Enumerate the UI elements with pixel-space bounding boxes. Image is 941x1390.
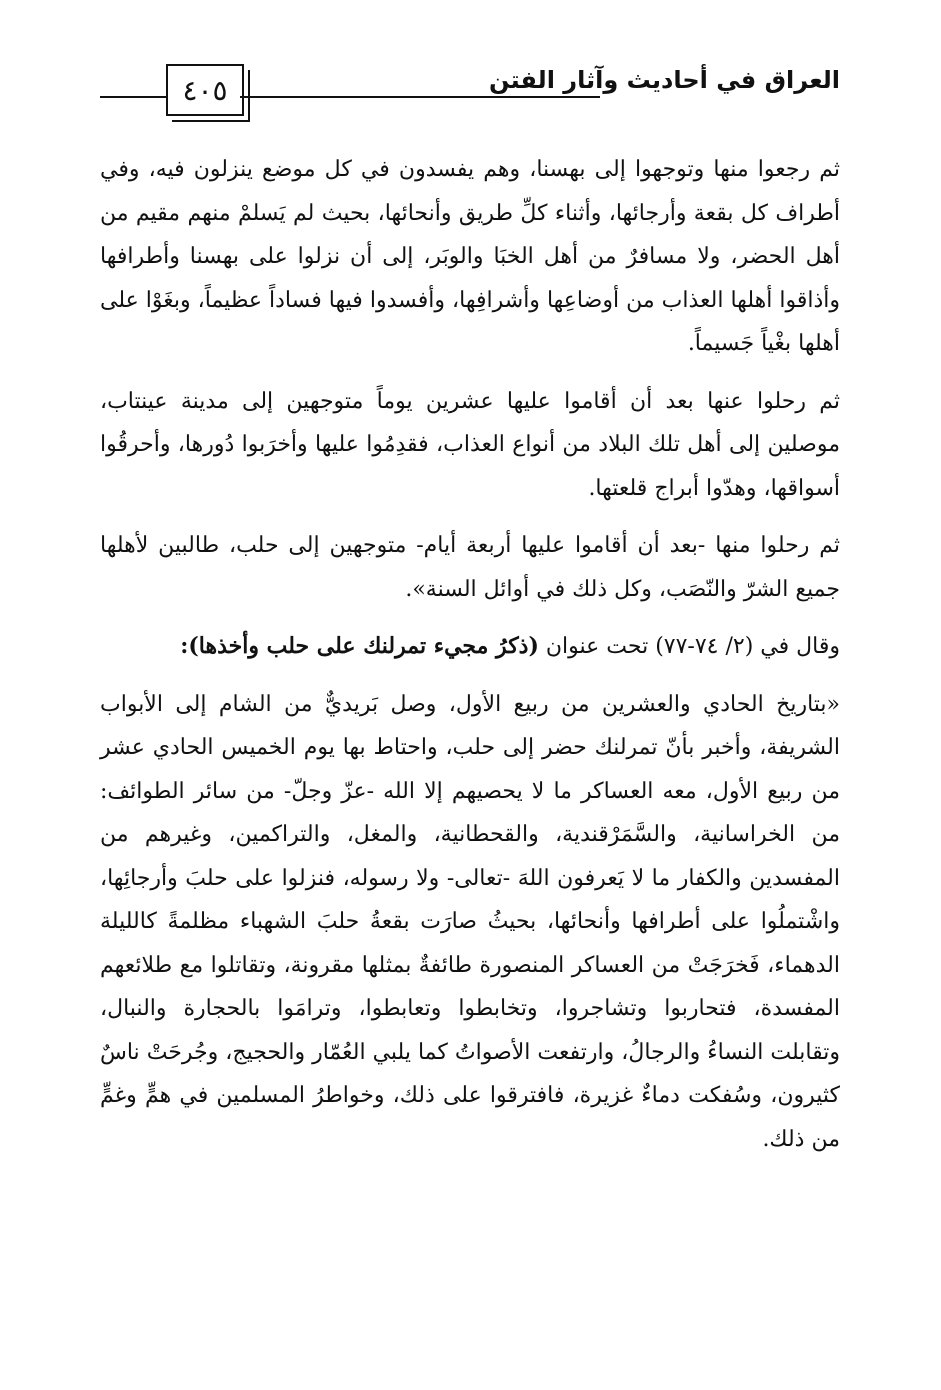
quoted-paragraph (100, 683, 840, 1162)
page-number: ٤٠٥ (182, 73, 228, 107)
header-rule-left (100, 96, 170, 98)
page-number-box (166, 64, 244, 116)
paragraph-text: ثم رحلوا منها -بعد أن أقاموا عليها أربعة أيام- متوجهين إلى حلب، طالبين لأهلها جميع الشرّ والنّصَب، وكل ذلك في أوائل السنة». (100, 533, 840, 602)
citation-intro: وقال في (٢/ ٧٤-٧٧) تحت عنوان (538, 634, 840, 659)
paragraph-text: «بتاريخ الحادي والعشرين من ربيع الأول، وصل بَريديٌّ من الشام إلى الأبواب الشريفة، وأخبر بأنّ تمرلنك حضر إلى حلب، واحتاط بها يوم الخميس الحادي عشر من ربيع الأول، معه العساكر ما لا يحصيهم إلا الله -عزّ وجلّ- من سائر الطوائف: من الخراسانية، والسَّمَرْقندية، والقحطانية، والمغل، والتراكمين، وغيرهم من المفسدين والكفار ما لا يَعرفون اللهَ -تعالى- ولا رسوله، فنزلوا على حلبَ وأرجائِها، واشْتملُوا على أطرافها وأنحائها، بحيثُ صارَت بقعةُ حلبَ الشهباء مظلمةً كالليلة الدهماء، فَخرَجَتْ من العساكر المنصورة طائفةٌ بمثلها مقرونة، وتقاتلوا مع طلائعهم المفسدة، فتحاربوا وتشاجروا، وتخابطوا وتعابطوا، وترامَوا بالحجارة والنبال، وتقابلت النساءُ والرجالُ، وارتفعت الأصواتُ كما يلبي العُمّار والحجيج، وجُرحَتْ ناسٌ كثيرون، وسُفكت دماءٌ غزيرة، فافترقوا على ذلك، وخواطرُ المسلمين في همٍّ وغمٍّ من ذلك. (100, 691, 840, 1152)
page-header (100, 62, 840, 122)
paragraph-2 (100, 380, 840, 511)
page-body (100, 148, 840, 1175)
header-rule-middle (240, 96, 600, 98)
paragraph-text: ثم رجعوا منها وتوجهوا إلى بهسنا، وهم يفسدون في كل موضع ينزلون فيه، وفي أطراف كل بقعة وأرجائها، وأثناء كلِّ طريق وأنحائها، بحيث لم يَسلمْ منهم مقيم من أهل الحضر، ولا مسافرٌ من أهل الخبَا والوبَر، إلى أن نزلوا على بهسنا وأطرافها وأذاقوا أهلها العذاب من أوضاعِها وأشرافِها، وأفسدوا فيها فساداً عظيماً، وبغَوْا على أهلها بغْياً جَسيماً. (100, 157, 840, 356)
citation-paragraph (100, 625, 840, 669)
paragraph-1 (100, 148, 840, 366)
running-title: العراق في أحاديث وآثار الفتن (489, 66, 840, 94)
paragraph-3 (100, 524, 840, 611)
citation-line (100, 625, 840, 669)
paragraph-text: ثم رحلوا عنها بعد أن أقاموا عليها عشرين يوماً متوجهين إلى مدينة عينتاب، موصلين إلى أهل تلك البلاد من أنواع العذاب، فقدِمُوا عليها وأخرَبوا دُورها، وأحرقُوا أسواقها، وهدّوا أبراج قلعتها. (100, 388, 840, 501)
section-heading: (ذكرُ مجيء تمرلنك على حلب وأخذها): (180, 633, 539, 659)
